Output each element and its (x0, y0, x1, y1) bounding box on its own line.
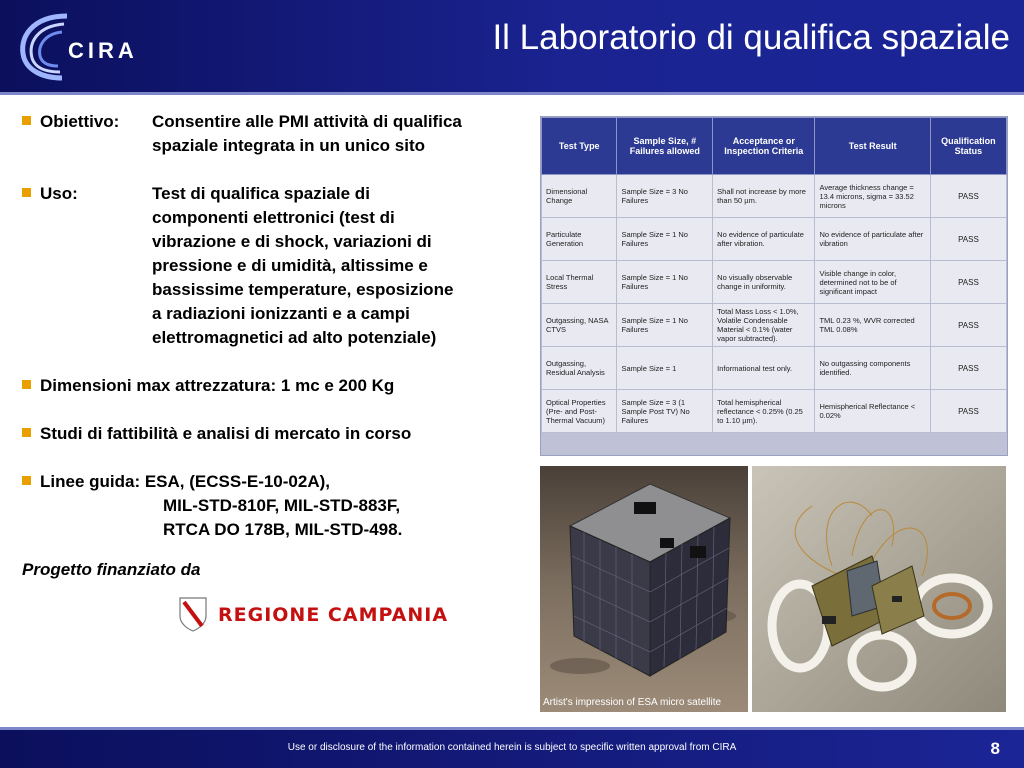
status-cell: PASS (930, 218, 1006, 261)
bullet-label: Studi di fattibilità e analisi di mercato in corso (40, 424, 412, 443)
table-cell: Hemispherical Reflectance < 0.02% (815, 390, 930, 433)
bullet-label: Dimensioni max attrezzatura: 1 mc e 200 Kg (40, 376, 395, 395)
bullet-line: vibrazione e di shock, variazioni di (152, 232, 432, 251)
bullet-linee-guida (22, 470, 522, 542)
table-cell: Dimensional Change (542, 175, 617, 218)
bullet-line: bassissime temperature, esposizione (152, 280, 454, 299)
table-row (542, 390, 1007, 433)
bullet-label: Linee guida: ESA, (ECSS-E-10-02A), (40, 472, 330, 491)
table-cell: Average thickness change = 13.4 microns, sigma = 33.52 microns (815, 175, 930, 218)
column-header: Qualification Status (930, 118, 1006, 175)
bullet-dimensioni (22, 374, 522, 422)
header-divider (0, 92, 1024, 95)
table-row (542, 261, 1007, 304)
table-cell: Particulate Generation (542, 218, 617, 261)
status-cell: PASS (930, 390, 1006, 433)
bullet-square-icon (22, 380, 31, 389)
table-cell: Optical Properties (Pre- and Post-Thermal Vacuum) (542, 390, 617, 433)
bullet-line: RTCA DO 178B, MIL-STD-498. (163, 520, 403, 539)
bullet-value (152, 182, 453, 350)
satellite-illustration (540, 466, 748, 712)
components-photo (752, 466, 1006, 712)
table-cell: Total hemispherical reflectance < 0.25% (0.25 to 1.10 µm). (713, 390, 815, 433)
bullet-square-icon (22, 188, 31, 197)
column-header: Test Result (815, 118, 930, 175)
bullet-line: pressione e di umidità, altissime e (152, 256, 428, 275)
bullet-label: Uso: (40, 184, 78, 203)
bullet-line: a radiazioni ionizzanti e a campi (152, 304, 410, 323)
satellite-photo (540, 466, 748, 712)
table-cell: Informational test only. (713, 347, 815, 390)
table-cell: No evidence of particulate after vibration (815, 218, 930, 261)
bullet-line: MIL-STD-810F, MIL-STD-883F, (163, 496, 401, 515)
table-cell: Sample Size = 1 (617, 347, 713, 390)
column-header: Test Type (542, 118, 617, 175)
status-cell: PASS (930, 175, 1006, 218)
table-cell: Total Mass Loss < 1.0%, Volatile Condensable Material < 0.1% (water vapor subtracted). (713, 304, 815, 347)
logo-text: CIRA (68, 38, 138, 63)
bullet-line: elettromagnetici ad alto potenziale) (152, 328, 437, 347)
table-cell: Outgassing, NASA CTVS (542, 304, 617, 347)
bullet-line: spaziale integrata in un unico sito (152, 136, 425, 155)
column-header: Sample Size, # Failures allowed (617, 118, 713, 175)
bullet-studi (22, 422, 522, 470)
table-cell: Sample Size = 1 No Failures (617, 218, 713, 261)
table-row (542, 218, 1007, 261)
table-cell: Sample Size = 3 (1 Sample Post TV) No Failures (617, 390, 713, 433)
slide-title: Il Laboratorio di qualifica spaziale (492, 18, 1010, 57)
bullet-square-icon (22, 476, 31, 485)
bullet-value (163, 494, 402, 542)
table-row (542, 175, 1007, 218)
bullet-label: Obiettivo: (40, 112, 120, 131)
bullet-line: componenti elettronici (test di (152, 208, 395, 227)
bullet-obiettivo (22, 110, 522, 182)
status-cell: PASS (930, 304, 1006, 347)
table-row (542, 304, 1007, 347)
table-cell: TML 0.23 %, WVR corrected TML 0.08% (815, 304, 930, 347)
table-cell: Sample Size = 1 No Failures (617, 261, 713, 304)
footer-bar (0, 730, 1024, 768)
bullet-line: Test di qualifica spaziale di (152, 184, 370, 203)
table-cell: No visually observable change in uniformity. (713, 261, 815, 304)
table-header-row (542, 118, 1007, 175)
table-cell: No outgassing components identified. (815, 347, 930, 390)
cira-logo (12, 8, 162, 84)
status-cell: PASS (930, 347, 1006, 390)
qualification-table (540, 116, 1008, 456)
page-number: 8 (990, 739, 1000, 758)
column-header: Acceptance or Inspection Criteria (713, 118, 815, 175)
results-table (541, 117, 1007, 433)
bullet-line: Consentire alle PMI attività di qualifica (152, 112, 462, 131)
table-cell: No evidence of particulate after vibration. (713, 218, 815, 261)
bullet-square-icon (22, 116, 31, 125)
bullet-list (22, 110, 522, 542)
table-cell: Sample Size = 3 No Failures (617, 175, 713, 218)
photo-caption: Artist's impression of ESA micro satellite (543, 697, 722, 708)
table-cell: Visible change in color, determined not to be of significant impact (815, 261, 930, 304)
bullet-value (152, 110, 462, 158)
table-cell: Local Thermal Stress (542, 261, 617, 304)
header-bar (0, 0, 1024, 92)
table-cell: Sample Size = 1 No Failures (617, 304, 713, 347)
regione-text: REGIONE CAMPANIA (218, 604, 449, 626)
status-cell: PASS (930, 261, 1006, 304)
regione-shield-icon (178, 596, 208, 632)
table-cell: Outgassing, Residual Analysis (542, 347, 617, 390)
components-illustration (752, 466, 1006, 712)
table-row (542, 347, 1007, 390)
bullet-uso (22, 182, 522, 374)
disclaimer-text: Use or disclosure of the information contained herein is subject to specific written approval from CIRA (287, 742, 737, 753)
table-cell: Shall not increase by more than 50 µm. (713, 175, 815, 218)
bullet-square-icon (22, 428, 31, 437)
funding-label: Progetto finanziato da (22, 560, 201, 579)
